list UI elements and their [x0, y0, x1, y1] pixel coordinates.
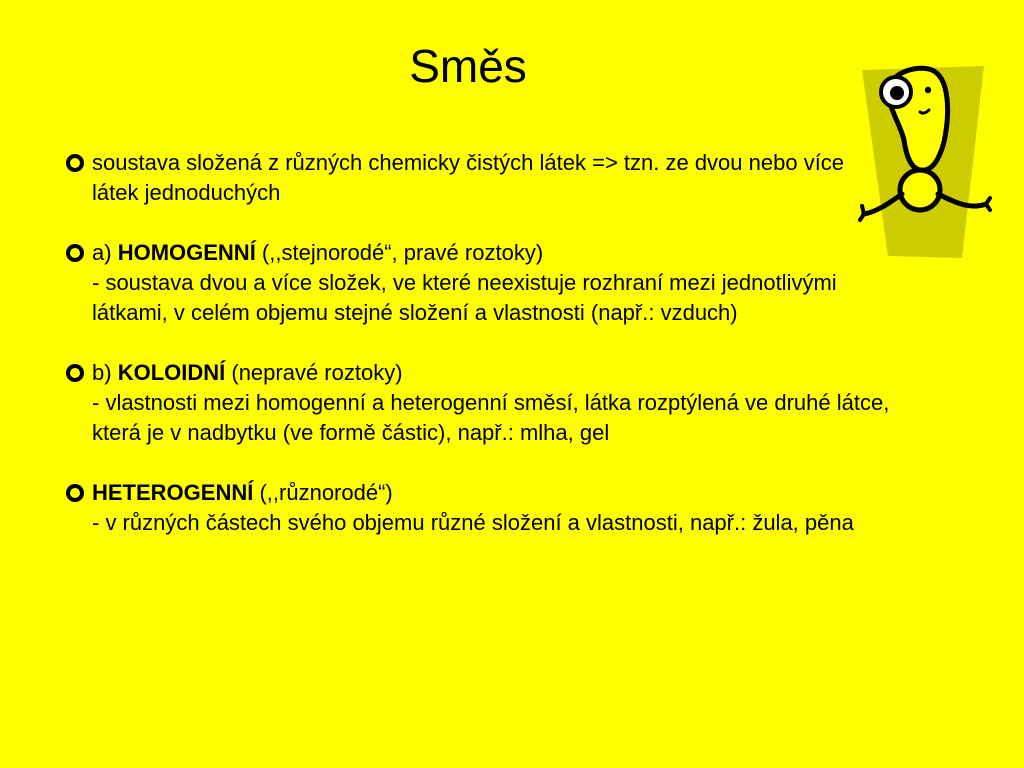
list-item	[62, 238, 892, 268]
item-detail: - vlastnosti mezi homogenní a heterogenní směsí, látka rozptýlená ve druhé látce, která je v nadbytku (ve formě částic), např.: mlha, gel	[92, 390, 890, 445]
item-suffix: (,,stejnorodé“, pravé roztoky)	[255, 240, 544, 265]
hollow-circle-bullet-icon	[66, 484, 84, 502]
item-term: KOLOIDNÍ	[117, 360, 226, 385]
item-detail: - soustava dvou a více složek, ve které neexistuje rozhraní mezi jednotlivými látkami, v celém objemu stejné složení a vlastnosti (např.: vzduch)	[92, 270, 837, 325]
list-item	[62, 478, 892, 508]
slide-content	[62, 148, 892, 538]
hollow-circle-bullet-icon	[66, 244, 84, 262]
item-prefix: b)	[92, 360, 118, 385]
list-item	[62, 358, 892, 388]
item-suffix: (,,různorodé“)	[253, 480, 393, 505]
item-term: HETEROGENNÍ	[92, 480, 254, 505]
list-item	[62, 148, 892, 208]
item-detail: - v různých částech svého objemu různé složení a vlastnosti, např.: žula, pěna	[92, 510, 854, 535]
hollow-circle-bullet-icon	[66, 154, 84, 172]
item-suffix: (nepravé roztoky)	[225, 360, 403, 385]
hollow-circle-bullet-icon	[66, 364, 84, 382]
item-prefix: a)	[92, 240, 118, 265]
item-text: soustava složená z různých chemicky čistých látek => tzn. ze dvou nebo více látek jednoduchých	[92, 150, 845, 205]
slide-title: Směs	[409, 40, 527, 92]
item-term: HOMOGENNÍ	[117, 240, 256, 265]
